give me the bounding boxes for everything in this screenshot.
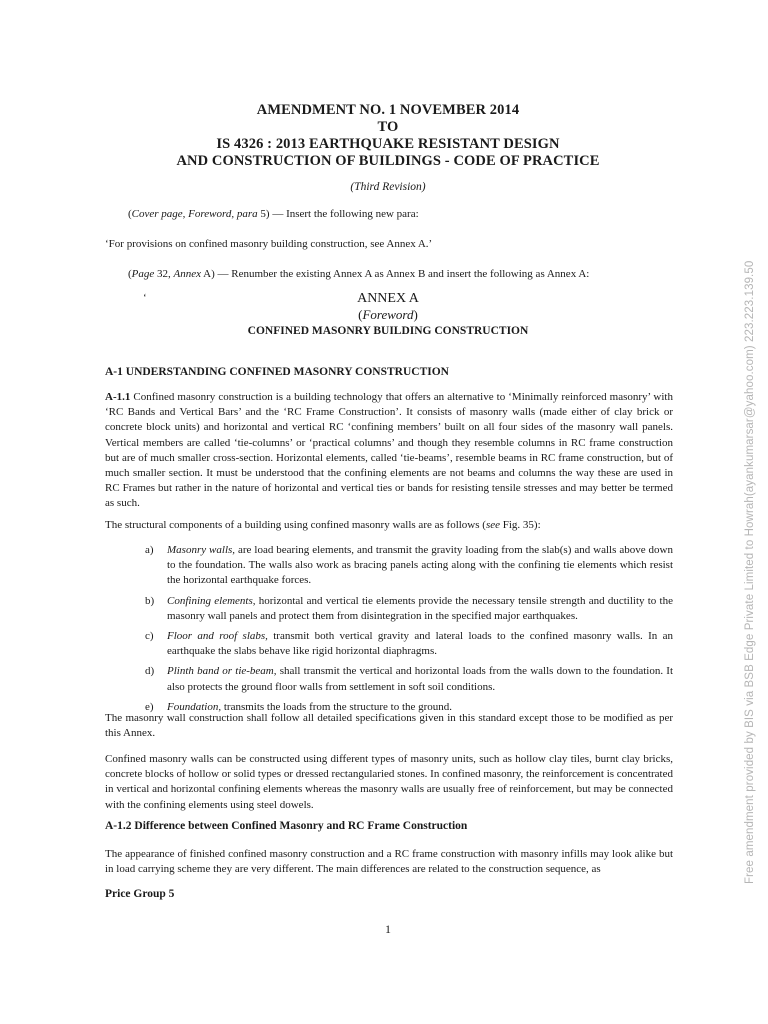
price-group: Price Group 5 xyxy=(105,888,175,900)
section-a1-2-heading: A-1.2 Difference between Confined Masonry and RC Frame Construction xyxy=(105,820,468,832)
instruction-annex: (Page 32, Annex A) — Renumber the existing Annex A as Annex B and insert the following as Annex A: xyxy=(128,268,590,280)
list-item: a) Masonry walls, are load bearing elements, and transmit the gravity loading from the slab(s) and walls above down to the foundation. The walls also work as bracing panels acting along with the confining tie elements which resist the horizontal earthquake forces. xyxy=(145,544,673,587)
list-item: c) Floor and roof slabs, transmit both vertical gravity and lateral loads to the confined masonry walls. In an earthquake the slabs behave like rigid horizontal diaphragms. xyxy=(145,630,673,658)
list-item: e) Foundation, transmits the loads from the structure to the ground. xyxy=(145,700,453,713)
section-a1-heading: A-1 UNDERSTANDING CONFINED MASONRY CONSTRUCTION xyxy=(105,366,449,378)
amendment-title: AMENDMENT NO. 1 NOVEMBER 2014 xyxy=(256,102,520,118)
revision-note: (Third Revision) xyxy=(350,181,426,193)
paragraph-wall-construction: The masonry wall construction shall follow all detailed specifications given in this standard except those to be modified as per this Annex. xyxy=(105,712,673,740)
opening-quote: ‘ xyxy=(143,292,147,304)
paragraph-masonry-units: Confined masonry walls can be constructed using different types of masonry units, such as hollow clay tiles, burnt clay bricks, concrete blocks of hollow or solid types or dressed rectangularied stones. In confined masonry, the reinforcement is concentrated in vertical and horizontal confining elements whereas the masonry walls are usually free of reinforcement, but may be connected with the confining elements using steel dowels. xyxy=(105,753,673,811)
annex-subtitle: (Foreword) xyxy=(358,307,418,322)
annex-heading: CONFINED MASONRY BUILDING CONSTRUCTION xyxy=(247,325,529,337)
provision-text: ‘For provisions on confined masonry building construction, see Annex A.’ xyxy=(105,238,433,250)
watermark-text: Free amendment provided by BIS via BSB Edge Private Limited to Howrah(ayankumarsar@yahoo.com) 223.223.139.50 xyxy=(744,260,756,884)
components-list xyxy=(145,543,673,715)
annex-title: ANNEX A xyxy=(357,291,419,306)
list-item: b) Confining elements, horizontal and vertical tie elements provide the necessary tensile strength and ductility to the masonry wall panels and protect them from disintegration in the specified major earthquakes. xyxy=(145,594,673,622)
amendment-to: TO xyxy=(377,119,399,135)
list-item: d) Plinth band or tie-beam, shall transmit the vertical and horizontal loads from the walls down to the foundation. It also protects the ground floor walls from settlement in soft soil conditions. xyxy=(145,665,674,693)
paragraph-difference: The appearance of finished confined masonry construction and a RC frame construction with masonry infills may look alike but in load carrying scheme they are very different. The main differences are related to the construction sequence, as xyxy=(105,848,673,876)
instruction-cover-page: (Cover page, Foreword, para 5) — Insert the following new para: xyxy=(128,208,419,220)
paragraph-a1-1: A-1.1 Confined masonry construction is a building technology that offers an alternative to ‘Minimally reinforced masonry’ with ‘RC Bands and Vertical Bars’ and the ‘RC Frame Construction’. It consists of masonry walls (made either of clay brick or concrete block units) and horizontal and vertical RC ‘confining members’ built on all four sides of the masonry wall panels. Vertical members are called ‘tie-columns’ or ‘practical columns’ and though they resemble columns in RC frame construction but are of much smaller cross-section. Horizontal elements, called ‘tie-beams’, resemble beams in RC frame construction, but of much smaller section. It must be understood that the confining elements are not beams and columns the way these are used in RC Frames but rather in the nature of horizontal and vertical ties or bands for resisting tensile stresses and may better be termed as such. xyxy=(105,391,673,510)
standard-title: IS 4326 : 2013 EARTHQUAKE RESISTANT DESIGN xyxy=(216,136,560,152)
page-number: 1 xyxy=(385,922,391,936)
standard-subtitle: AND CONSTRUCTION OF BUILDINGS - CODE OF PRACTICE xyxy=(176,153,600,169)
paragraph-structural-components: The structural components of a building using confined masonry walls are as follows (see Fig. 35): xyxy=(105,519,541,531)
